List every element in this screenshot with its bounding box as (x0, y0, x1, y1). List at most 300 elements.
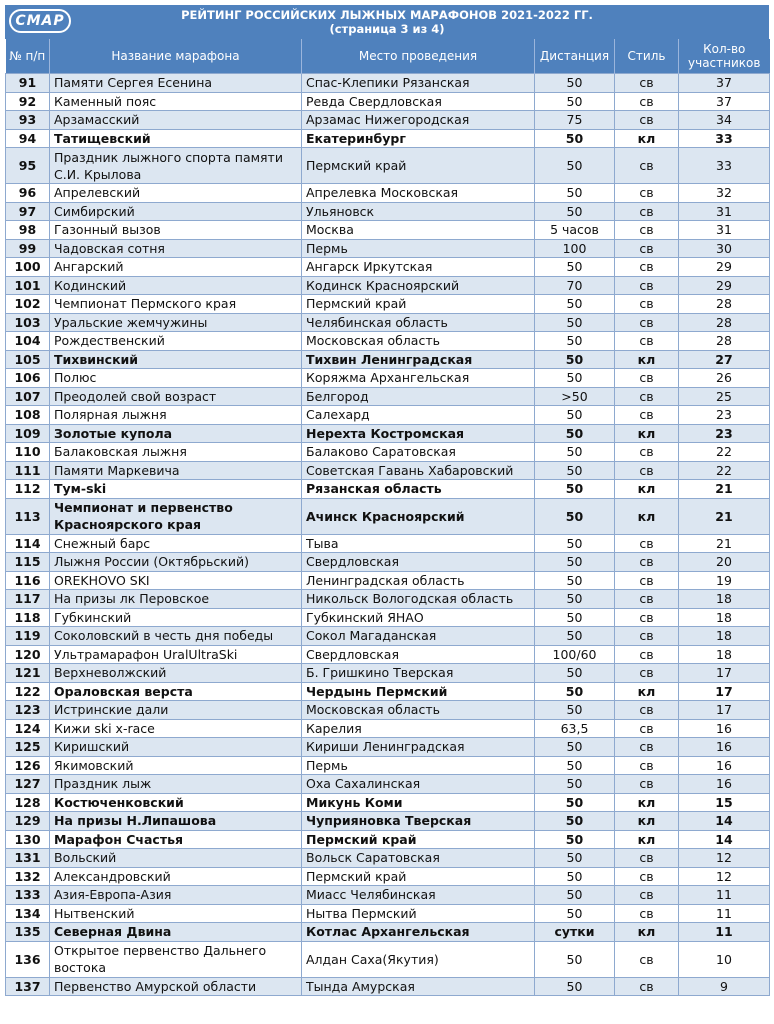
cell-place: Московская область (302, 701, 535, 720)
cell-distance: 50 (535, 590, 615, 609)
cell-style: кл (615, 480, 679, 499)
table-row (6, 258, 770, 277)
table-row (6, 129, 770, 148)
cell-style: кл (615, 682, 679, 701)
cell-distance: >50 (535, 387, 615, 406)
table-row (6, 904, 770, 923)
cell-distance: 50 (535, 202, 615, 221)
cell-place: Ульяновск (302, 202, 535, 221)
cell-name: Верхневолжский (50, 664, 302, 683)
cell-place: Котлас Архангельская (302, 923, 535, 942)
cell-place: Оха Сахалинская (302, 775, 535, 794)
cell-num: 128 (6, 793, 50, 812)
cell-distance: 50 (535, 830, 615, 849)
rating-sheet (5, 5, 769, 996)
table-row (6, 867, 770, 886)
table-row (6, 332, 770, 351)
table-row (6, 886, 770, 905)
cell-style: св (615, 627, 679, 646)
cell-num: 130 (6, 830, 50, 849)
cell-num: 110 (6, 443, 50, 462)
table-row (6, 553, 770, 572)
cell-name: На призы Н.Липашова (50, 812, 302, 831)
cell-name: Марафон Счастья (50, 830, 302, 849)
cell-count: 34 (679, 111, 770, 130)
cell-name: Тум-ski (50, 480, 302, 499)
cell-name: Балаковская лыжня (50, 443, 302, 462)
table-row (6, 92, 770, 111)
cell-num: 117 (6, 590, 50, 609)
col-header-place: Место проведения (302, 39, 535, 74)
cell-name: Праздник лыж (50, 775, 302, 794)
cell-count: 17 (679, 682, 770, 701)
cell-name: Памяти Маркевича (50, 461, 302, 480)
cell-distance: 50 (535, 350, 615, 369)
cell-place: Пермь (302, 239, 535, 258)
cell-num: 99 (6, 239, 50, 258)
title-page: (страница 3 из 4) (329, 22, 445, 36)
col-header-count: Кол-во участников (679, 39, 770, 74)
cell-distance: 50 (535, 480, 615, 499)
cell-style: кл (615, 812, 679, 831)
cell-count: 23 (679, 406, 770, 425)
cell-place: Пермский край (302, 867, 535, 886)
cell-num: 121 (6, 664, 50, 683)
cell-style: св (615, 92, 679, 111)
cell-num: 109 (6, 424, 50, 443)
table-row (6, 738, 770, 757)
cell-count: 16 (679, 719, 770, 738)
cell-num: 94 (6, 129, 50, 148)
cell-num: 100 (6, 258, 50, 277)
cell-distance: 50 (535, 904, 615, 923)
cell-place: Спас-Клепики Рязанская (302, 74, 535, 93)
cell-distance: 50 (535, 608, 615, 627)
table-row (6, 793, 770, 812)
cell-name: Ангарский (50, 258, 302, 277)
cell-name: Костюченковский (50, 793, 302, 812)
cell-num: 132 (6, 867, 50, 886)
table-row (6, 202, 770, 221)
cell-style: св (615, 941, 679, 977)
cell-count: 11 (679, 904, 770, 923)
cell-place: Свердловская (302, 645, 535, 664)
cell-distance: 63,5 (535, 719, 615, 738)
cell-distance: 50 (535, 148, 615, 184)
cell-place: Б. Гришкино Тверская (302, 664, 535, 683)
cell-name: Уральские жемчужины (50, 313, 302, 332)
table-row (6, 534, 770, 553)
cell-name: Первенство Амурской области (50, 977, 302, 996)
cell-style: св (615, 553, 679, 572)
cell-place: Вольск Саратовская (302, 849, 535, 868)
cell-name: Киришский (50, 738, 302, 757)
cell-style: св (615, 977, 679, 996)
cell-place: Миасс Челябинская (302, 886, 535, 905)
table-row (6, 812, 770, 831)
cell-num: 119 (6, 627, 50, 646)
cell-distance: 50 (535, 498, 615, 534)
table-row (6, 406, 770, 425)
cell-place: Екатеринбург (302, 129, 535, 148)
cell-name: Вольский (50, 849, 302, 868)
table-row (6, 682, 770, 701)
cell-count: 17 (679, 701, 770, 720)
cell-place: Пермский край (302, 295, 535, 314)
cell-name: Рождественский (50, 332, 302, 351)
cell-name: Чадовская сотня (50, 239, 302, 258)
cell-count: 33 (679, 148, 770, 184)
cell-style: кл (615, 129, 679, 148)
cell-count: 9 (679, 977, 770, 996)
cell-place: Кодинск Красноярский (302, 276, 535, 295)
cell-style: св (615, 313, 679, 332)
cell-count: 20 (679, 553, 770, 572)
cell-num: 93 (6, 111, 50, 130)
cell-distance: 50 (535, 775, 615, 794)
cell-count: 21 (679, 480, 770, 499)
marathon-table (5, 39, 770, 996)
cell-num: 116 (6, 571, 50, 590)
cell-num: 115 (6, 553, 50, 572)
cell-style: св (615, 608, 679, 627)
cell-num: 112 (6, 480, 50, 499)
table-row (6, 387, 770, 406)
table-row (6, 184, 770, 203)
cell-place: Ревда Свердловская (302, 92, 535, 111)
cell-num: 106 (6, 369, 50, 388)
cell-place: Ленинградская область (302, 571, 535, 590)
cell-num: 104 (6, 332, 50, 351)
cell-style: св (615, 239, 679, 258)
cell-place: Карелия (302, 719, 535, 738)
cell-distance: 50 (535, 812, 615, 831)
cell-distance: 75 (535, 111, 615, 130)
cell-name: Открытое первенство Дальнего востока (50, 941, 302, 977)
cell-name: Азия-Европа-Азия (50, 886, 302, 905)
cell-style: св (615, 849, 679, 868)
cell-name: Кижи ski x-race (50, 719, 302, 738)
cell-count: 28 (679, 313, 770, 332)
cell-style: св (615, 701, 679, 720)
cell-num: 95 (6, 148, 50, 184)
table-row (6, 480, 770, 499)
table-row (6, 608, 770, 627)
cell-count: 18 (679, 608, 770, 627)
cell-count: 18 (679, 627, 770, 646)
cell-name: Памяти Сергея Есенина (50, 74, 302, 93)
cell-style: св (615, 276, 679, 295)
table-row (6, 645, 770, 664)
cell-place: Челябинская область (302, 313, 535, 332)
cell-style: св (615, 332, 679, 351)
cell-name: Кодинский (50, 276, 302, 295)
cell-name: Чемпионат Пермского края (50, 295, 302, 314)
table-row (6, 941, 770, 977)
cell-name: Чемпионат и первенство Красноярского края (50, 498, 302, 534)
cell-distance: 50 (535, 627, 615, 646)
cell-count: 33 (679, 129, 770, 148)
cell-num: 114 (6, 534, 50, 553)
cell-distance: 50 (535, 756, 615, 775)
cell-name: Татищевский (50, 129, 302, 148)
cell-place: Балаково Саратовская (302, 443, 535, 462)
table-row (6, 701, 770, 720)
cell-count: 14 (679, 830, 770, 849)
table-row (6, 148, 770, 184)
cell-count: 10 (679, 941, 770, 977)
cell-num: 92 (6, 92, 50, 111)
cell-place: Нытва Пермский (302, 904, 535, 923)
cell-name: Лыжня России (Октябрьский) (50, 553, 302, 572)
cell-count: 17 (679, 664, 770, 683)
cell-name: Газонный вызов (50, 221, 302, 240)
title-main: РЕЙТИНГ РОССИЙСКИХ ЛЫЖНЫХ МАРАФОНОВ 2021-2022 ГГ. (181, 8, 593, 22)
cell-name: OREKHOVO SKI (50, 571, 302, 590)
cell-name: Арзамасский (50, 111, 302, 130)
cell-place: Пермский край (302, 830, 535, 849)
cell-num: 131 (6, 849, 50, 868)
cell-num: 137 (6, 977, 50, 996)
cell-style: кл (615, 498, 679, 534)
cell-name: Тихвинский (50, 350, 302, 369)
cell-style: св (615, 571, 679, 590)
cell-num: 98 (6, 221, 50, 240)
cell-distance: 50 (535, 129, 615, 148)
cell-style: св (615, 590, 679, 609)
cell-count: 22 (679, 443, 770, 462)
cell-count: 16 (679, 738, 770, 757)
cell-name: Ораловская верста (50, 682, 302, 701)
cell-style: св (615, 387, 679, 406)
table-row (6, 775, 770, 794)
cell-num: 123 (6, 701, 50, 720)
cell-place: Коряжма Архангельская (302, 369, 535, 388)
cell-num: 111 (6, 461, 50, 480)
cell-distance: 50 (535, 258, 615, 277)
cell-num: 113 (6, 498, 50, 534)
table-row (6, 849, 770, 868)
table-row (6, 313, 770, 332)
cell-count: 37 (679, 92, 770, 111)
cell-count: 18 (679, 645, 770, 664)
cell-name: Полярная лыжня (50, 406, 302, 425)
cell-style: св (615, 461, 679, 480)
cell-style: св (615, 645, 679, 664)
cell-num: 107 (6, 387, 50, 406)
cell-place: Арзамас Нижегородская (302, 111, 535, 130)
cell-place: Алдан Саха(Якутия) (302, 941, 535, 977)
table-header-row (6, 39, 770, 74)
cell-distance: 50 (535, 941, 615, 977)
cell-place: Свердловская (302, 553, 535, 572)
cell-count: 30 (679, 239, 770, 258)
cell-style: св (615, 406, 679, 425)
cell-style: св (615, 221, 679, 240)
cell-num: 103 (6, 313, 50, 332)
cell-num: 136 (6, 941, 50, 977)
cell-name: Апрелевский (50, 184, 302, 203)
cell-place: Апрелевка Московская (302, 184, 535, 203)
table-row (6, 369, 770, 388)
cell-distance: 50 (535, 682, 615, 701)
table-row (6, 461, 770, 480)
cell-count: 32 (679, 184, 770, 203)
table-row (6, 111, 770, 130)
cell-distance: 50 (535, 406, 615, 425)
cell-count: 14 (679, 812, 770, 831)
cell-place: Тихвин Ленинградская (302, 350, 535, 369)
cell-place: Тыва (302, 534, 535, 553)
cell-name: Снежный барс (50, 534, 302, 553)
cell-num: 133 (6, 886, 50, 905)
cell-place: Кириши Ленинградская (302, 738, 535, 757)
cell-num: 108 (6, 406, 50, 425)
smar-logo: СМАР (9, 9, 71, 33)
cell-distance: 50 (535, 295, 615, 314)
cell-name: На призы лк Перовское (50, 590, 302, 609)
cell-style: кл (615, 923, 679, 942)
cell-place: Нерехта Костромская (302, 424, 535, 443)
cell-style: св (615, 775, 679, 794)
cell-count: 12 (679, 849, 770, 868)
cell-count: 16 (679, 775, 770, 794)
cell-style: св (615, 886, 679, 905)
cell-name: Якимовский (50, 756, 302, 775)
cell-name: Преодолей свой возраст (50, 387, 302, 406)
cell-count: 23 (679, 424, 770, 443)
table-row (6, 295, 770, 314)
cell-style: св (615, 867, 679, 886)
cell-count: 28 (679, 332, 770, 351)
cell-place: Московская область (302, 332, 535, 351)
table-row (6, 424, 770, 443)
cell-count: 15 (679, 793, 770, 812)
cell-distance: 50 (535, 977, 615, 996)
cell-num: 134 (6, 904, 50, 923)
table-row (6, 977, 770, 996)
col-header-name: Название марафона (50, 39, 302, 74)
cell-num: 122 (6, 682, 50, 701)
cell-distance: 50 (535, 74, 615, 93)
cell-distance: 50 (535, 534, 615, 553)
table-row (6, 664, 770, 683)
cell-name: Губкинский (50, 608, 302, 627)
cell-name: Александровский (50, 867, 302, 886)
cell-count: 11 (679, 886, 770, 905)
table-row (6, 627, 770, 646)
cell-name: Ультрамарафон UralUltraSki (50, 645, 302, 664)
cell-style: кл (615, 424, 679, 443)
cell-place: Пермский край (302, 148, 535, 184)
cell-count: 37 (679, 74, 770, 93)
cell-style: св (615, 184, 679, 203)
cell-name: Каменный пояс (50, 92, 302, 111)
cell-count: 28 (679, 295, 770, 314)
table-row (6, 276, 770, 295)
cell-place: Сокол Магаданская (302, 627, 535, 646)
cell-style: св (615, 369, 679, 388)
cell-name: Соколовский в честь дня победы (50, 627, 302, 646)
cell-count: 11 (679, 923, 770, 942)
cell-place: Пермь (302, 756, 535, 775)
cell-distance: 70 (535, 276, 615, 295)
cell-style: кл (615, 350, 679, 369)
cell-style: св (615, 258, 679, 277)
col-header-style: Стиль (615, 39, 679, 74)
cell-place: Рязанская область (302, 480, 535, 499)
cell-style: кл (615, 830, 679, 849)
cell-style: св (615, 111, 679, 130)
cell-count: 12 (679, 867, 770, 886)
cell-count: 21 (679, 534, 770, 553)
cell-place: Губкинский ЯНАО (302, 608, 535, 627)
cell-count: 19 (679, 571, 770, 590)
cell-distance: 50 (535, 571, 615, 590)
cell-num: 135 (6, 923, 50, 942)
cell-distance: 50 (535, 701, 615, 720)
cell-distance: 50 (535, 886, 615, 905)
cell-count: 26 (679, 369, 770, 388)
cell-distance: 50 (535, 184, 615, 203)
cell-count: 25 (679, 387, 770, 406)
cell-num: 97 (6, 202, 50, 221)
cell-distance: 50 (535, 332, 615, 351)
cell-name: Истринские дали (50, 701, 302, 720)
table-row (6, 923, 770, 942)
cell-count: 29 (679, 258, 770, 277)
cell-style: св (615, 148, 679, 184)
cell-distance: 50 (535, 664, 615, 683)
cell-name: Симбирский (50, 202, 302, 221)
cell-num: 125 (6, 738, 50, 757)
cell-name: Полюс (50, 369, 302, 388)
cell-name: Северная Двина (50, 923, 302, 942)
cell-place: Салехард (302, 406, 535, 425)
cell-count: 29 (679, 276, 770, 295)
table-row (6, 498, 770, 534)
cell-num: 91 (6, 74, 50, 93)
table-row (6, 571, 770, 590)
col-header-num: № п/п (6, 39, 50, 74)
cell-place: Чуприяновка Тверская (302, 812, 535, 831)
cell-distance: 50 (535, 424, 615, 443)
cell-num: 105 (6, 350, 50, 369)
table-row (6, 756, 770, 775)
cell-distance: 50 (535, 553, 615, 572)
cell-distance: 50 (535, 793, 615, 812)
cell-count: 27 (679, 350, 770, 369)
cell-distance: 50 (535, 461, 615, 480)
cell-place: Чердынь Пермский (302, 682, 535, 701)
cell-count: 31 (679, 221, 770, 240)
cell-distance: 50 (535, 443, 615, 462)
cell-num: 124 (6, 719, 50, 738)
cell-name: Золотые купола (50, 424, 302, 443)
title-bar (5, 5, 769, 39)
cell-place: Микунь Коми (302, 793, 535, 812)
table-row (6, 443, 770, 462)
cell-style: св (615, 443, 679, 462)
cell-count: 31 (679, 202, 770, 221)
cell-num: 96 (6, 184, 50, 203)
table-row (6, 350, 770, 369)
cell-num: 118 (6, 608, 50, 627)
cell-num: 101 (6, 276, 50, 295)
cell-num: 102 (6, 295, 50, 314)
table-row (6, 830, 770, 849)
cell-count: 22 (679, 461, 770, 480)
